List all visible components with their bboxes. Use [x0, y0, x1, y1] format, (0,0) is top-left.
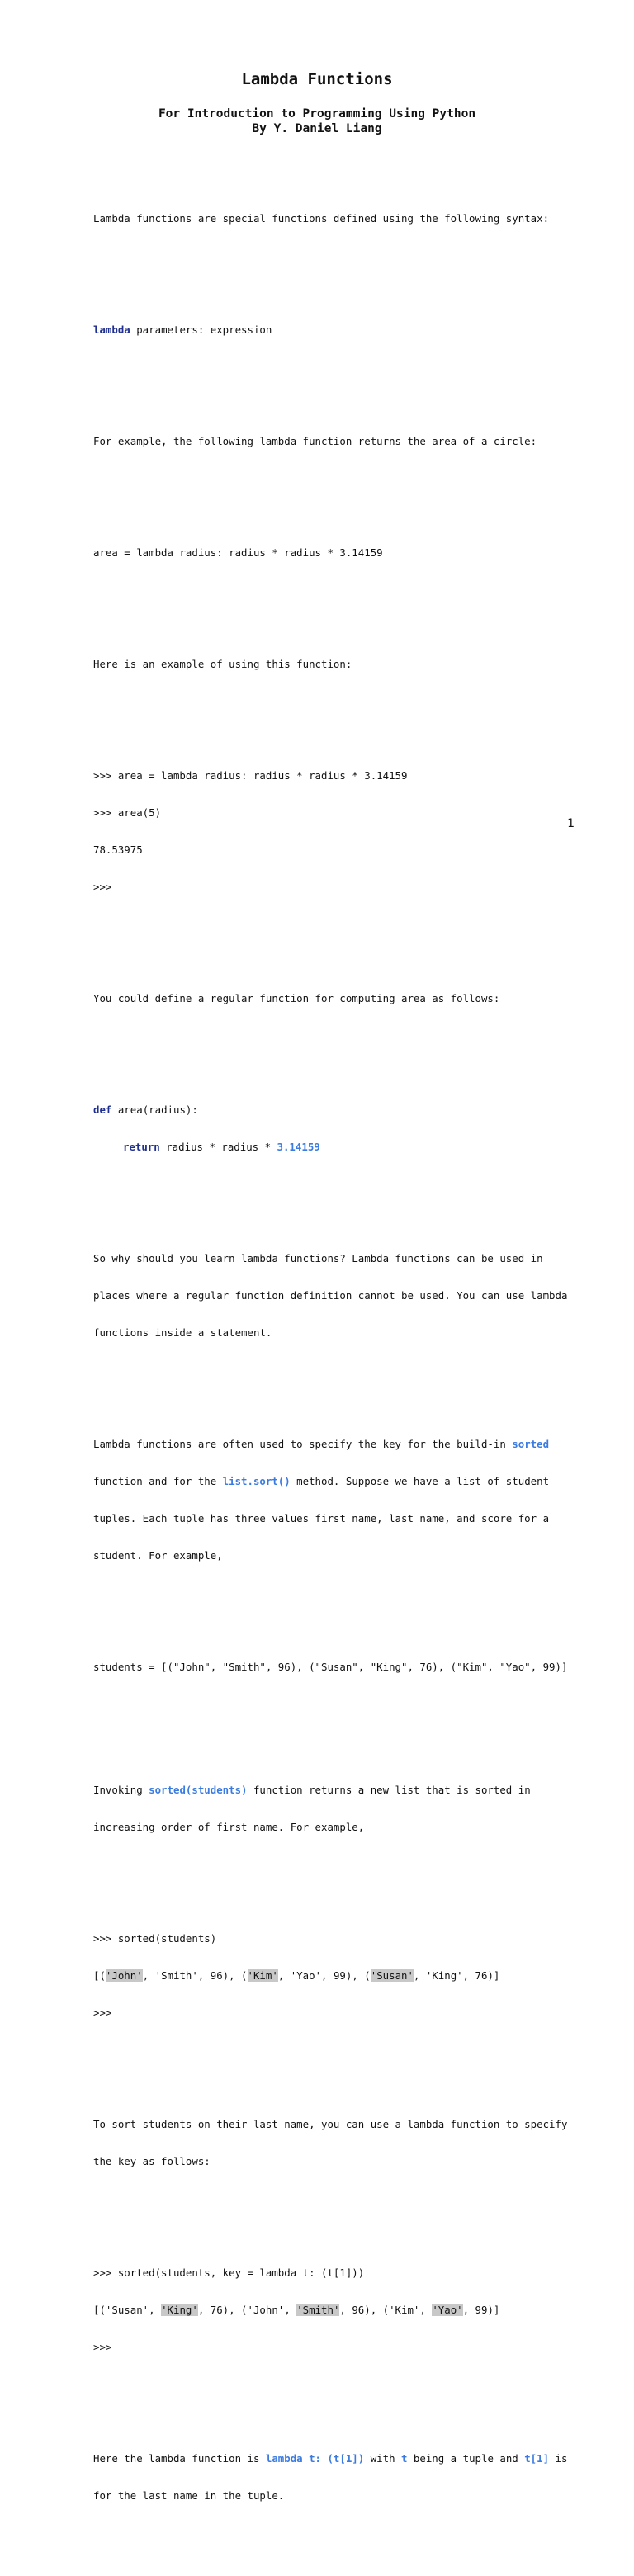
highlight-susan: 'Susan': [370, 1969, 414, 1982]
paragraph-explanation: Here the lambda function is lambda t: (t[1]) with t being a tuple and t[1] is for the last name in the tuple.: [93, 2452, 568, 2502]
sorted-students-reference: sorted(students): [149, 1784, 248, 1796]
syntax-line: lambda parameters: expression: [93, 324, 272, 336]
highlight-smith: 'Smith': [296, 2304, 340, 2316]
paragraph-example: For example, the following lambda function returns the area of a circle:: [93, 435, 537, 447]
paragraph-usage: Here is an example of using this function:: [93, 658, 352, 670]
list-sort-reference: list.sort(): [222, 1475, 291, 1487]
highlight-yao: 'Yao': [432, 2304, 463, 2316]
paragraph-why: So why should you learn lambda functions? Lambda functions can be used in places where a regular function definition cannot be used. You can use lambda functions inside a statement.: [93, 1252, 568, 1339]
highlight-kim: 'Kim': [247, 1969, 278, 1982]
repl-block-area: >>> area = lambda radius: radius * radius * 3.14159 >>> area(5) 78.53975 >>>: [93, 769, 408, 893]
number-literal: 3.14159: [277, 1141, 320, 1153]
repl-block-sorted-key: >>> sorted(students, key = lambda t: (t[1])) [('Susan', 'King', 76), ('John', 'Smith', 96), ('Kim', 'Yao', 99)] >>>: [93, 2266, 500, 2353]
t-reference: t: [401, 2452, 408, 2465]
code-students-list: students = [("John", "Smith", 96), ("Susan", "King", 76), ("Kim", "Yao", 99)]: [93, 1661, 568, 1673]
paragraph-intro: Lambda functions are special functions defined using the following syntax:: [93, 212, 550, 225]
code-example-area: area = lambda radius: radius * radius * 3.14159: [93, 546, 383, 559]
highlight-king: 'King': [161, 2304, 198, 2316]
subtitle-line-1: For Introduction to Programming Using Python: [158, 107, 476, 121]
repl-block-sorted: >>> sorted(students) [('John', 'Smith', 96), ('Kim', 'Yao', 99), ('Susan', 'King', 76)] >>>: [93, 1932, 500, 2019]
document-body: [93, 150, 589, 2576]
code-def-block: def area(radius): return radius * radius * 3.14159: [93, 1104, 320, 1153]
highlight-john: 'John': [105, 1969, 143, 1982]
paragraph-sorted-key: Lambda functions are often used to specify the key for the build-in sorted function and for the list.sort() method. Suppose we have a list of student tuples. Each tuple has three values first name, last name, and score for a student. For example,: [93, 1438, 550, 1562]
t1-reference: t[1]: [524, 2452, 550, 2465]
paragraph-invoking-sorted: Invoking sorted(students) function returns a new list that is sorted in increasing order of first name. For example,: [93, 1784, 531, 1833]
lambda-expression-reference: lambda t: (t[1]): [265, 2452, 365, 2465]
page-title: Lambda Functions: [241, 70, 393, 88]
def-keyword: def: [93, 1104, 112, 1116]
sorted-reference: sorted: [512, 1438, 550, 1450]
paragraph-regular-function: You could define a regular function for computing area as follows:: [93, 992, 500, 1004]
return-keyword: return: [123, 1141, 160, 1153]
paragraph-sort-last-name: To sort students on their last name, you can use a lambda function to specify the key as follows:: [93, 2118, 568, 2167]
subtitle-line-2: By Y. Daniel Liang: [252, 122, 382, 135]
page-number: 1: [567, 817, 575, 830]
lambda-keyword: lambda: [93, 324, 130, 336]
